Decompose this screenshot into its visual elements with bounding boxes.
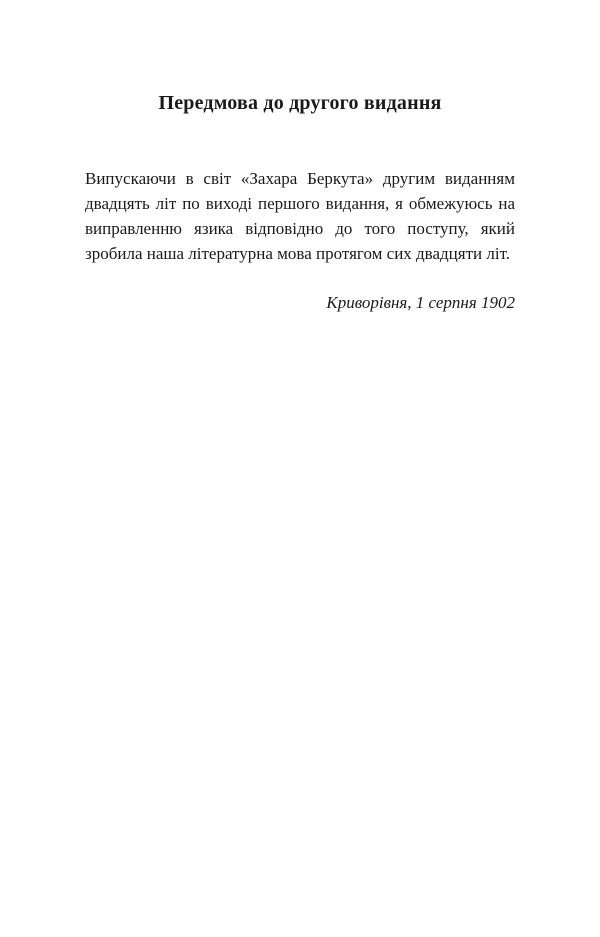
dateline: Криворівня, 1 серпня 1902 [326, 293, 515, 312]
preface-paragraph: Випускаючи в світ «Захара Беркута» другим виданням двадцять літ по виході першого видання, я обмежуюсь на виправленню язика відповідно до того поступу, який зробила наша літературна мова протягом сих двадцяти літ. [85, 169, 515, 263]
chapter-title: Передмова до другого видання [158, 92, 442, 114]
page-content [85, 0, 515, 315]
